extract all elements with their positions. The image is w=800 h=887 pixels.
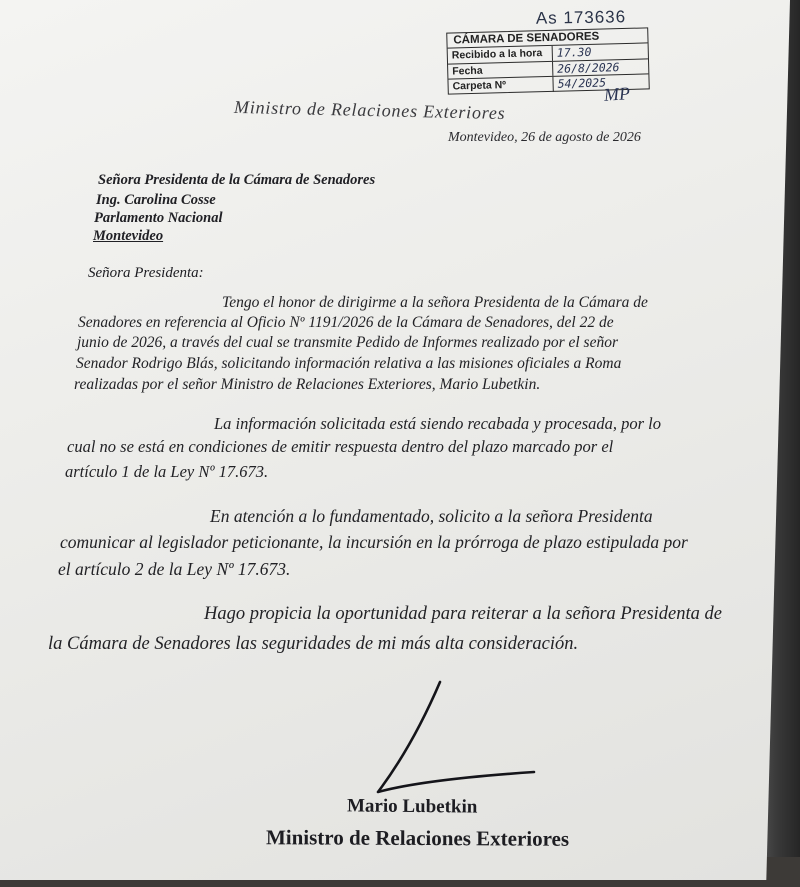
place-and-date: Montevideo, 26 de agosto de 2026 bbox=[448, 130, 641, 145]
paragraph-line: la Cámara de Senadores las seguridades de mi más alta consideración. bbox=[48, 634, 579, 654]
paragraph-line: cual no se está en condiciones de emitir respuesta dentro del plazo marcado por el bbox=[67, 437, 614, 456]
stamp-title: CÁMARA DE SENADORES bbox=[447, 28, 647, 48]
paragraph-line: Tengo el honor de dirigirme a la señora Presidenta de la Cámara de bbox=[222, 294, 648, 311]
paragraph-line: La información solicitada está siendo recabada y procesada, por lo bbox=[214, 414, 661, 433]
paragraph-line: junio de 2026, a través del cual se transmite Pedido de Informes realizado por el señor bbox=[77, 334, 618, 351]
stamp-initials: MP bbox=[603, 83, 631, 105]
stamp-value: 17.30 bbox=[556, 44, 592, 60]
stamp-value: 54/2025 bbox=[557, 75, 607, 91]
paragraph-line: Hago propicia la oportunidad para reiterar a la señora Presidenta de bbox=[204, 604, 722, 624]
signatory-name: Mario Lubetkin bbox=[346, 795, 478, 818]
addressee-name: Ing. Carolina Cosse bbox=[96, 192, 216, 208]
stamp-label: Recibido a la hora bbox=[448, 46, 553, 63]
paragraph-line: Senadores en referencia al Oficio Nº 1191/2026 de la Cámara de Senadores, del 22 de bbox=[78, 314, 614, 331]
addressee-institution: Parlamento Nacional bbox=[94, 210, 223, 226]
stamp-label: Carpeta Nº bbox=[448, 77, 553, 94]
handwritten-reference-number: As 173636 bbox=[535, 7, 627, 28]
paragraph-line: realizadas por el señor Ministro de Relaciones Exteriores, Mario Lubetkin. bbox=[74, 376, 541, 393]
paragraph-line: comunicar al legislador peticionante, la incursión en la prórroga de plazo estipulada por bbox=[60, 532, 688, 552]
signatory-title: Ministro de Relaciones Exteriores bbox=[265, 825, 570, 851]
paragraph-line: Senador Rodrigo Blás, solicitando información relativa a las misiones oficiales a Roma bbox=[76, 355, 622, 372]
addressee-city: Montevideo bbox=[93, 228, 164, 244]
paragraph-line: artículo 1 de la Ley Nº 17.673. bbox=[65, 462, 269, 481]
salutation: Señora Presidenta: bbox=[88, 265, 204, 281]
handwritten-signature bbox=[370, 680, 540, 800]
addressee-line: Señora Presidenta de la Cámara de Senadores bbox=[98, 172, 376, 188]
stamp-value: 26/8/2026 bbox=[557, 59, 620, 76]
ministry-letterhead: Ministro de Relaciones Exteriores bbox=[233, 96, 506, 124]
paragraph-line: el artículo 2 de la Ley Nº 17.673. bbox=[58, 559, 291, 579]
stamp-label: Fecha bbox=[448, 61, 553, 78]
paragraph-line: En atención a lo fundamentado, solicito a la señora Presidenta bbox=[210, 506, 653, 526]
